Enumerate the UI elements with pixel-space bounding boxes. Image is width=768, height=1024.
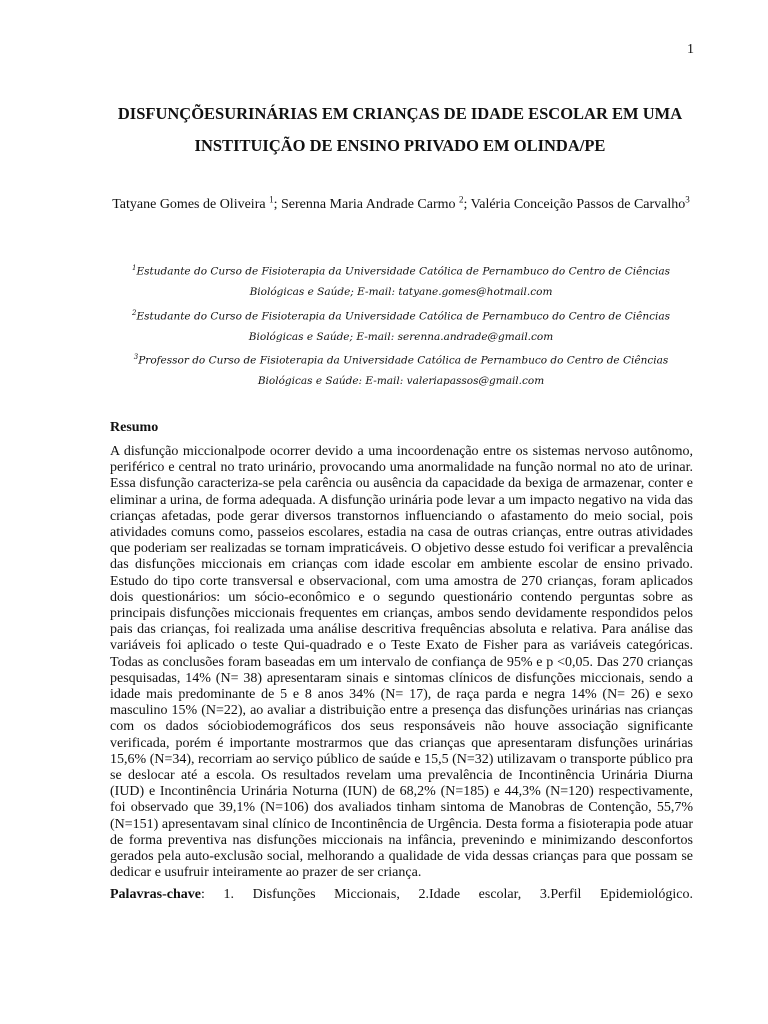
author-name: Serenna Maria Andrade Carmo [280, 196, 456, 212]
keywords-line [110, 886, 693, 904]
author-name: Valéria Conceição Passos de Carvalho [470, 196, 686, 212]
author-superscript: 3 [685, 194, 690, 204]
author-name: Tatyane Gomes de Oliveira [112, 196, 266, 212]
affiliation-list [110, 258, 692, 392]
affiliation [110, 303, 692, 348]
author-separator: ; [273, 196, 281, 212]
author-superscript: 1 [269, 194, 274, 204]
author-separator: ; [463, 196, 471, 212]
affiliation-superscript: 1 [131, 264, 137, 272]
affiliation-text: Estudante do Curso de Fisioterapia da Universidade Católica de Pernambuco do Centro de Ciências Biológicas e Saúde; E-mail: serenna.andrade@gmail.com [136, 310, 671, 343]
keyword-token: 1. [223, 887, 234, 902]
affiliation [110, 347, 692, 392]
abstract-heading: Resumo [110, 420, 159, 435]
author [112, 194, 281, 212]
keywords-label-group [110, 886, 205, 904]
affiliation-superscript: 2 [131, 308, 137, 317]
affiliation-text: Estudante do Curso de Fisioterapia da Universidade Católica de Pernambuco do Centro de Ciências Biológicas e Saúde; E-mail: tatyane.gomes@hotmail.com [136, 265, 671, 299]
keyword-token: Disfunções [252, 887, 316, 902]
author [470, 194, 690, 212]
keyword-token: Miccionais, [334, 887, 400, 902]
author-list [110, 186, 692, 218]
affiliation [110, 258, 692, 303]
page-number: 1 [687, 42, 694, 57]
affiliation-superscript: 3 [133, 353, 139, 362]
keyword-token: 3.Perfil [539, 887, 582, 902]
abstract-text: A disfunção miccionalpode ocorrer devido a uma incoordenação entre os sistemas nervoso autônomo, periférico e central no trato urinário, provocando uma anormalidade na função normal no ato de urinar. Essa disfunção caracteriza-se pela carência ou ausência da capacidade da bexiga de armazenar, conter e eliminar a urina, de forma adequada. A disfunção urinária pode levar a um impacto negativo na vida das crianças afetadas, pode gerar diversos transtornos influenciando o afastamento do meio social, pois atividades comuns como, passeios escolares, estadia na casa de outras crianças, entre outras atividades que poderiam ser realizadas se tornam impraticáveis. O objetivo desse estudo foi verificar a prevalência das disfunções miccionais em crianças com idade escolar em ambiente escolar de ensino privado. Estudo do tipo corte transversal e observacional, com uma amostra de 270 crianças, foram aplicados dois questionários: um sócio-econômico e o segundo questionário contendo perguntas sobre as principais disfunções miccionais frequentes em crianças, ambos sendo devidamente respondidos pelos pais das crianças, foi realizada uma análise descritiva frequências absoluta e relativa. Para análise das variáveis foi aplicado o teste Qui-quadrado e o Teste Exato de Fisher para as variáveis categóricas. Todas as conclusões foram baseadas em um intervalo de confiança de 95% e p <0,05. Das 270 crianças pesquisadas, 14% (N= 38) apresentaram sinais e sintomas clínicos de disfunções miccionais, sendo a idade mais predominante de 5 e 8 anos 34% (N= 17), de raça parda e negra 14% (N= 26) e sexo masculino 15% (N=22), ao avaliar a distribuição entre a presença das disfunções urinárias nas crianças com os dados sóciobiodemográficos dos seus responsáveis não houve associação significante verificada, porém é importante mostrarmos que das crianças que apresentaram disfunções urinárias 15,6% (N=34), recorriam ao serviço público de saúde e 15,5 (N=32) utilizavam o transporte público pra se deslocar até a escola. Os resultados revelam uma prevalência de Incontinência Urinária Diurna (IUD) e Incontinência Urinária Noturna (IUN) de 68,2% (N=185) e 44,3% (N=120) respectivamente, foi observado que 39,1% (N=106) dos avaliados tinham sintoma de Manobras de Contenção, 55,7% (N=151) apresentavam sinal clínico de Incontinência de Urgência. Desta forma a fisioterapia pode atuar de forma preventiva nas disfunções miccionais na infância, prevenindo e minimizando desconfortos gerados pela auto-exclusão social, melhorando a qualidade de vida dessas crianças para que possam se dedicar e usufruir inteiramente ao prazer de ser criança. [110, 444, 693, 881]
keywords-label: Palavras-chave [110, 887, 201, 902]
paper-title: DISFUNÇÕESURINÁRIAS EM CRIANÇAS DE IDADE ESCOLAR EM UMA INSTITUIÇÃO DE ENSINO PRIVADO EM OLINDA/PE [117, 104, 683, 155]
keyword-token: Epidemiológico. [600, 887, 693, 902]
keyword-token: 2.Idade [418, 887, 461, 902]
author [280, 194, 471, 212]
affiliation-text: Professor do Curso de Fisioterapia da Universidade Católica de Pernambuco do Centro de Ciências Biológicas e Saúde: E-mail: valeriapassos@gmail.com [138, 354, 669, 388]
keyword-token: escolar, [478, 887, 522, 902]
author-superscript: 2 [459, 194, 464, 204]
keywords-colon: : [200, 887, 205, 902]
